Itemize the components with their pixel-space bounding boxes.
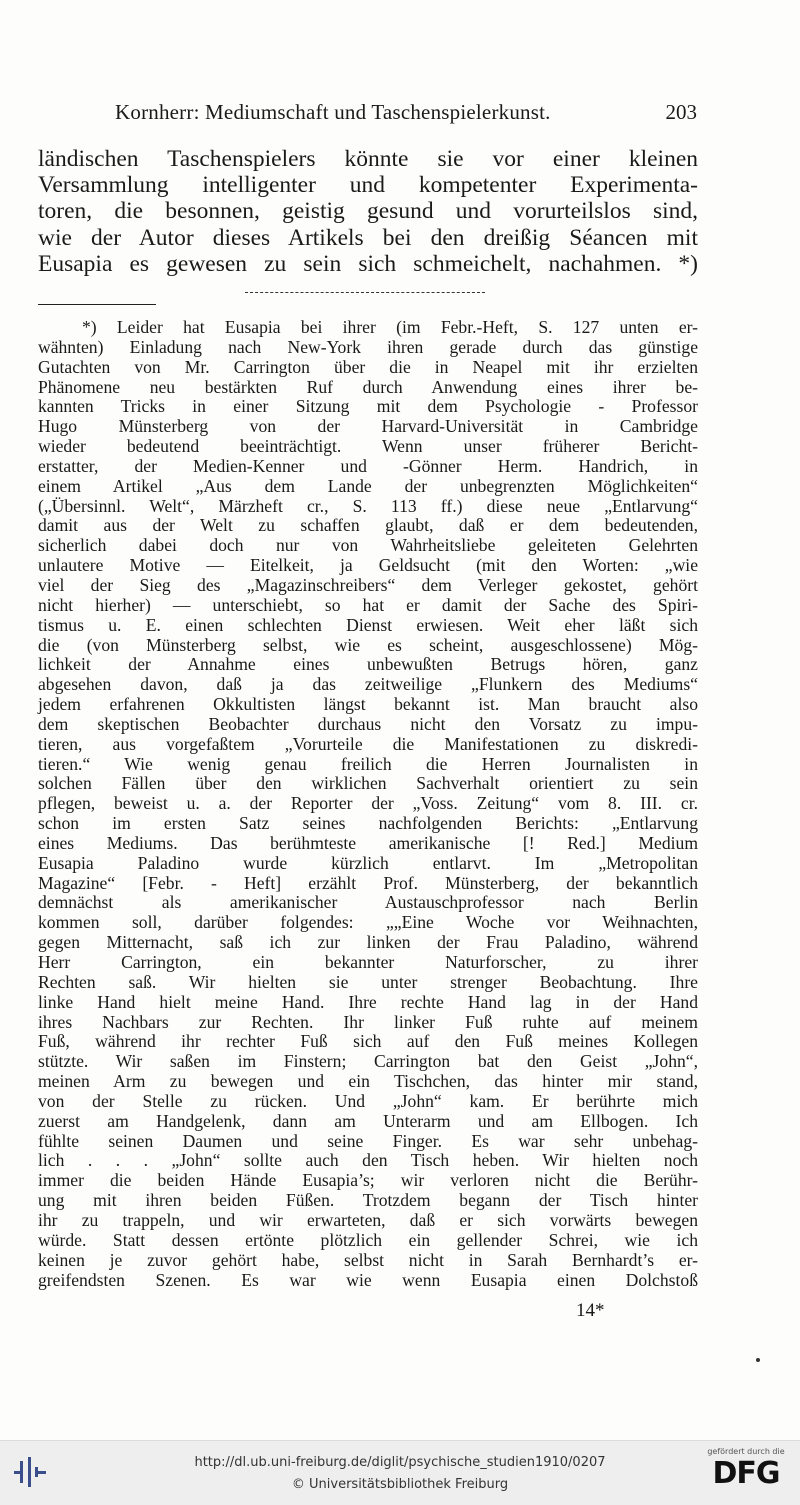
footnote-line: lichkeit der Annahme eines unbewußten Betrugs hören, ganz [38, 654, 698, 675]
footnote-line: abgesehen davon, daß ja das zeitweilige „Flunkern des Mediums“ [38, 674, 698, 695]
footnote-line: meinen Arm zu bewegen und ein Tischchen, das hinter mir stand, [38, 1071, 698, 1092]
dfg-caption: gefördert durch die [707, 1447, 785, 1456]
footnote-line: dem skeptischen Beobachter durchaus nicht den Vorsatz zu impu- [38, 713, 698, 734]
permalink[interactable]: http://dl.ub.uni-freiburg.de/diglit/psychische_studien1910/0207 [194, 1455, 606, 1470]
dfg-logo-text: DFG [712, 1456, 780, 1491]
footnote-line: zuerst am Handgelenk, dann am Unterarm und am Ellbogen. Ich [38, 1110, 698, 1131]
footnote-line: eines Mediums. Das berühmteste amerikanische [! Red.] Medium [38, 832, 698, 853]
footnote-line: Eusapia Paladino wurde kürzlich entlarvt. Im „Metropolitan [38, 852, 698, 873]
footnote-line: ihres Nachbars zur Rechten. Ihr linker Fuß ruhte auf meinem [38, 1011, 698, 1032]
footnote-line: stützte. Wir saßen im Finstern; Carrington bat den Geist „John“, [38, 1051, 698, 1072]
footnote-line: von der Stelle zu rücken. Und „John“ kam. Er berührte mich [38, 1090, 698, 1111]
footnote-line: fühlte seinen Daumen und seine Finger. Es war sehr unbehag- [38, 1130, 698, 1151]
footnote-line: unlautere Motive — Eitelkeit, ja Geldsucht (mit den Worten: „wie [38, 555, 698, 576]
footnote-line: jedem erfahrenen Okkultisten längst bekannt ist. Man braucht also [38, 694, 698, 715]
footnote-line: viel der Sieg des „Magazinschreibers“ dem Verleger gekostet, gehört [38, 574, 698, 595]
footnote-line: schon im ersten Satz seines nachfolgenden Berichts: „Entlarvung [38, 813, 698, 834]
footnote-line: („Übersinnl. Welt“, Märzheft cr., S. 113 ff.) diese neue „Entlarvung“ [38, 495, 698, 516]
viewer-footer [0, 1440, 800, 1505]
footnote-line: Gutachten von Mr. Carrington über die in Neapel mit ihr erzielten [38, 356, 698, 377]
footnote-line: einem Artikel „Aus dem Lande der unbegrenzten Möglichkeiten“ [38, 475, 698, 496]
footnote-line: damit aus der Welt zu schaffen glaubt, daß er dem bedeutenden, [38, 515, 698, 536]
section-divider [245, 292, 485, 293]
footnote-line: immer die beiden Hände Eusapia’s; wir verloren nicht die Berühr- [38, 1170, 698, 1191]
footnote-line: Hugo Münsterberg von der Harvard-Universität in Cambridge [38, 416, 698, 437]
footnote-line: *) Leider hat Eusapia bei ihrer (im Febr.-Heft, S. 127 unten er- [82, 317, 698, 337]
footnote-line: Fuß, während ihr rechter Fuß sich auf den Fuß meines Kollegen [38, 1031, 698, 1052]
footnote-line: demnächst als amerikanischer Austauschprofessor nach Berlin [38, 892, 698, 913]
footnote-line: wieder bedeutend beeinträchtigt. Wenn unser früherer Bericht- [38, 436, 698, 457]
footnote-line: kommen soll, darüber folgendes: „„Eine Woche vor Weihnachten, [38, 912, 698, 933]
body-line: ländischen Taschenspielers könnte sie vor einer kleinen [38, 146, 698, 172]
footnote-rule [38, 304, 156, 305]
footnote-line: erstatter, der Medien-Kenner und -Gönner Herm. Handrich, in [38, 455, 698, 476]
dfg-logo[interactable] [700, 1447, 792, 1499]
footnote-line: solchen Fällen über den wirklichen Sachverhalt orientiert zu sein [38, 773, 698, 794]
body-line: wie der Autor dieses Artikels bei den dreißig Séancen mit [38, 224, 698, 251]
signature-mark: 14* [576, 1300, 605, 1321]
body-line: Versammlung intelligenter und kompetenter Experimenta- [38, 172, 698, 199]
footnote-line: gegen Mitternacht, saß ich zur linken der Frau Paladino, während [38, 932, 698, 953]
body-text [38, 146, 698, 277]
footnote-line: Rechten saß. Wir hielten sie unter strenger Beobachtung. Ihre [38, 971, 698, 992]
running-title: Kornherr: Mediumschaft und Taschenspielerkunst. [115, 100, 551, 124]
footnote-line: nicht hierher) — unterschiebt, so hat er damit der Sache des Spiri- [38, 594, 698, 615]
footnote-line: tieren, aus vorgefaßtem „Vorurteile die Manifestationen zu diskredi- [38, 733, 698, 754]
footnote-line: die (von Münsterberg selbst, wie es scheint, ausgeschlossene) Mög- [38, 634, 698, 655]
footnote-line: lich . . . „John“ sollte auch den Tisch heben. Wir hielten noch [38, 1150, 698, 1171]
footnote-line: Herr Carrington, ein bekannter Naturforscher, zu ihrer [38, 952, 698, 972]
footnote-line: Phänomene neu bestärkten Ruf durch Anwendung eines ihrer be- [38, 376, 698, 397]
footnote-line: würde. Statt dessen ertönte plötzlich ein gellender Schrei, wie ich [38, 1229, 698, 1250]
footnote-line: pflegen, beweist u. a. der Reporter der „Voss. Zeitung“ vom 8. III. cr. [38, 793, 698, 814]
footnote-line: keinen je zuvor gehört habe, selbst nicht in Sarah Bernhardt’s er- [38, 1249, 698, 1270]
page-number: 203 [665, 100, 697, 124]
copyright-notice: © Universitätsbibliothek Freiburg [291, 1477, 509, 1492]
scan-speck [756, 1358, 760, 1362]
footnote-line: wähnten) Einladung nach New-York ihren gerade durch das günstige [38, 336, 698, 357]
footnote-line: greifendsten Szenen. Es war wie wenn Eusapia einen Dolchstoß [38, 1269, 698, 1290]
footnote-line: kannten Tricks in einer Sitzung mit dem Psychologie - Professor [38, 396, 698, 417]
footnote-line: sicherlich dabei doch nur von Wahrheitsliebe geleiteten Gelehrten [38, 535, 698, 556]
footnote [38, 318, 698, 1290]
body-line: toren, die besonnen, geistig gesund und vorurteilslos sind, [38, 198, 698, 225]
running-header [115, 100, 697, 130]
footnote-line: tismus u. E. einen schlechten Dienst erwiesen. Weit eher läßt sich [38, 614, 698, 635]
body-line: Eusapia es gewesen zu sein sich schmeichelt, nachahmen. *) [38, 250, 698, 277]
footnote-line: ihr zu trappeln, und wir erwarteten, daß er sich vorwärts bewegen [38, 1209, 698, 1230]
footnote-line: ung mit ihren beiden Füßen. Trotzdem begann der Tisch hinter [38, 1190, 698, 1211]
footnote-line: Magazine“ [Febr. - Heft] erzählt Prof. Münsterberg, der bekanntlich [38, 872, 698, 893]
footnote-line: tieren.“ Wie wenig genau freilich die Herren Journalisten in [38, 753, 698, 774]
footnote-line: linke Hand hielt meine Hand. Ihre rechte Hand lag in der Hand [38, 991, 698, 1012]
